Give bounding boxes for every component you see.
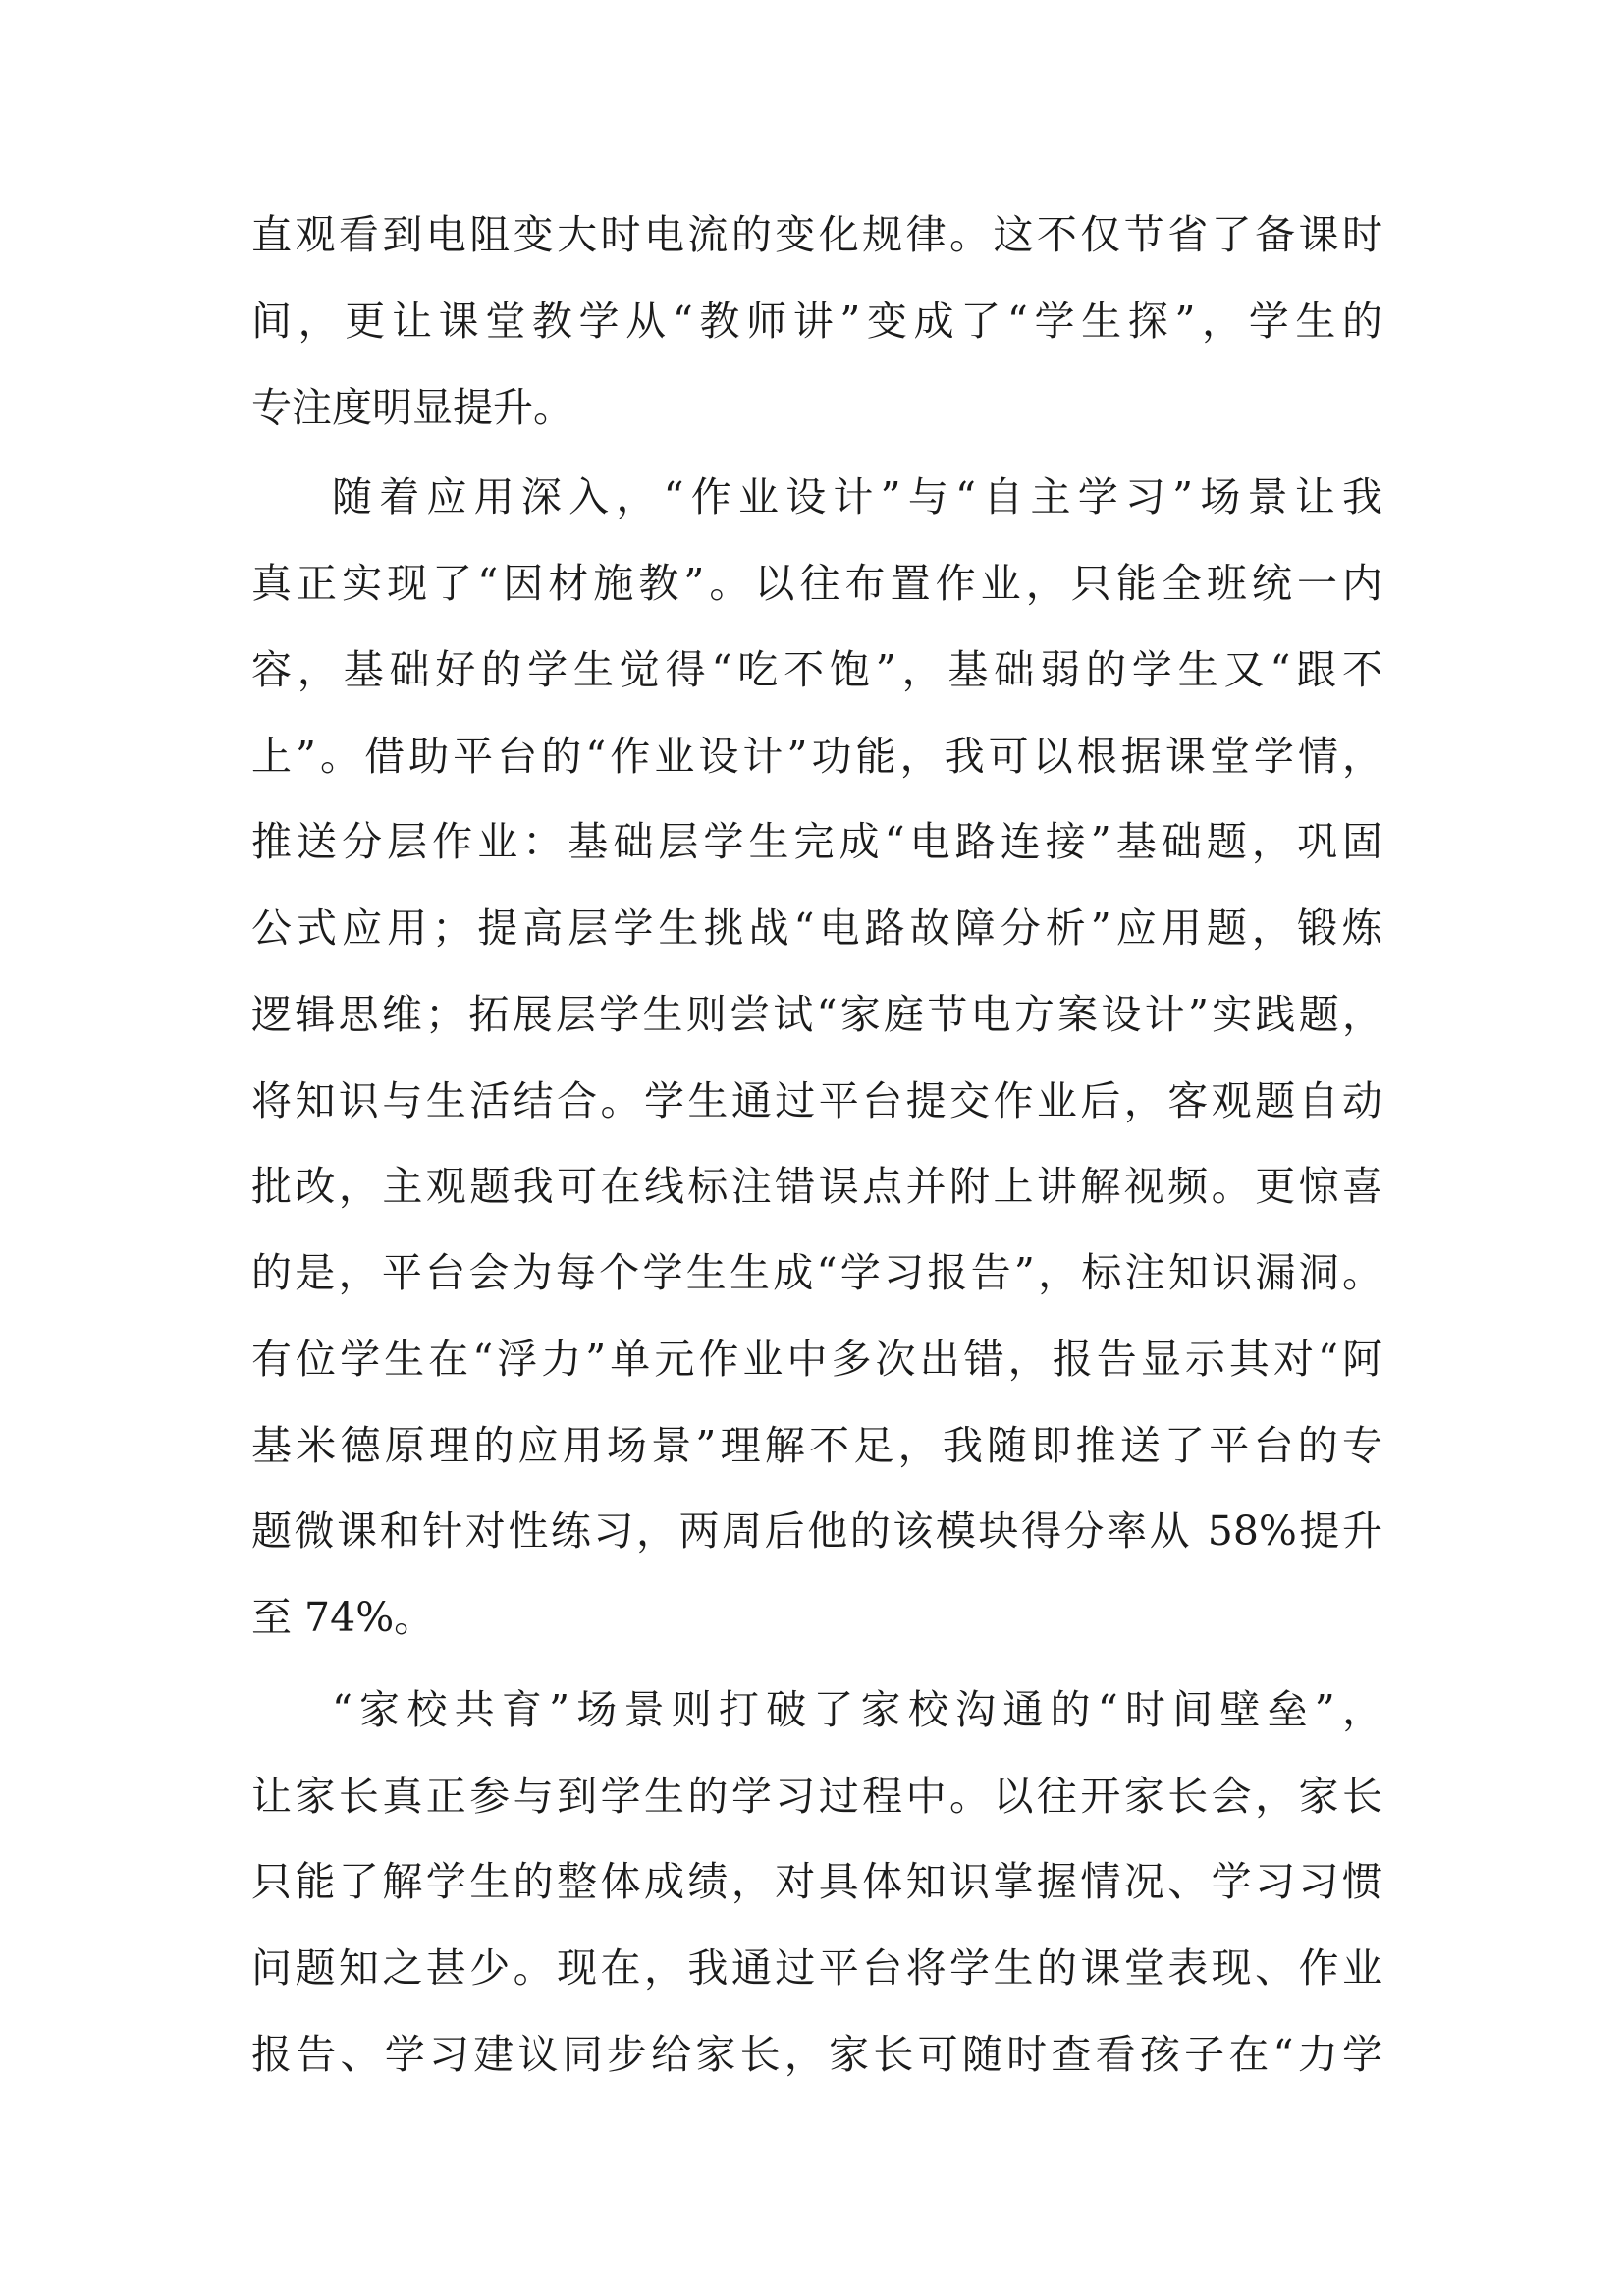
text-line: 直观看到电阻变大时电流的变化规律。这不仅节省了备课时 [251,211,1382,258]
text-line: 问题知之甚少。现在，我通过平台将学生的课堂表现、作业 [251,1944,1382,1992]
text-line: 容，基础好的学生觉得“吃不饱”，基础弱的学生又“跟不 [251,645,1382,693]
paragraph [251,455,1382,1662]
text-line: 题微课和针对性练习，两周后他的该模块得分率从 58%提升 [251,1507,1382,1556]
text-line: 逻辑思维；拓展层学生则尝试“家庭节电方案设计”实践题， [251,990,1382,1038]
body-text [251,192,1382,2099]
text-line: 真正实现了“因材施教”。以往布置作业，只能全班统一内 [251,560,1382,607]
text-line: “家校共育”场景则打破了家校沟通的“时间壁垒”， [332,1685,1382,1733]
text-line: 公式应用；提高层学生挑战“电路故障分析”应用题，锻炼 [251,904,1382,952]
text-line: 间，更让课堂教学从“教师讲”变成了“学生探”，学生的 [251,297,1382,345]
text-line: 只能了解学生的整体成绩，对具体知识掌握情况、学习习惯 [251,1858,1382,1906]
text-line: 让家长真正参与到学生的学习过程中。以往开家长会，家长 [251,1772,1382,1820]
text-line: 将知识与生活结合。学生通过平台提交作业后，客观题自动 [251,1076,1382,1124]
text-line: 推送分层作业：基础层学生完成“电路连接”基础题，巩固 [251,818,1382,866]
text-line: 上”。借助平台的“作业设计”功能，我可以根据课堂学情， [251,732,1382,780]
text-line: 至 74%。 [251,1594,435,1641]
text-line: 有位学生在“浮力”单元作业中多次出错，报告显示其对“阿 [251,1335,1382,1383]
paragraph [251,192,1382,451]
text-line: 专注度明显提升。 [251,383,573,431]
text-line: 批改，主观题我可在线标注错误点并附上讲解视频。更惊喜 [251,1163,1382,1211]
text-line: 基米德原理的应用场景”理解不足，我随即推送了平台的专 [251,1421,1382,1469]
paragraph [251,1667,1382,2099]
text-line: 报告、学习建议同步给家长，家长可随时查看孩子在“力学 [251,2030,1382,2078]
text-line: 随着应用深入，“作业设计”与“自主学习”场景让我 [332,473,1382,521]
text-line: 的是，平台会为每个学生生成“学习报告”，标注知识漏洞。 [251,1249,1382,1296]
